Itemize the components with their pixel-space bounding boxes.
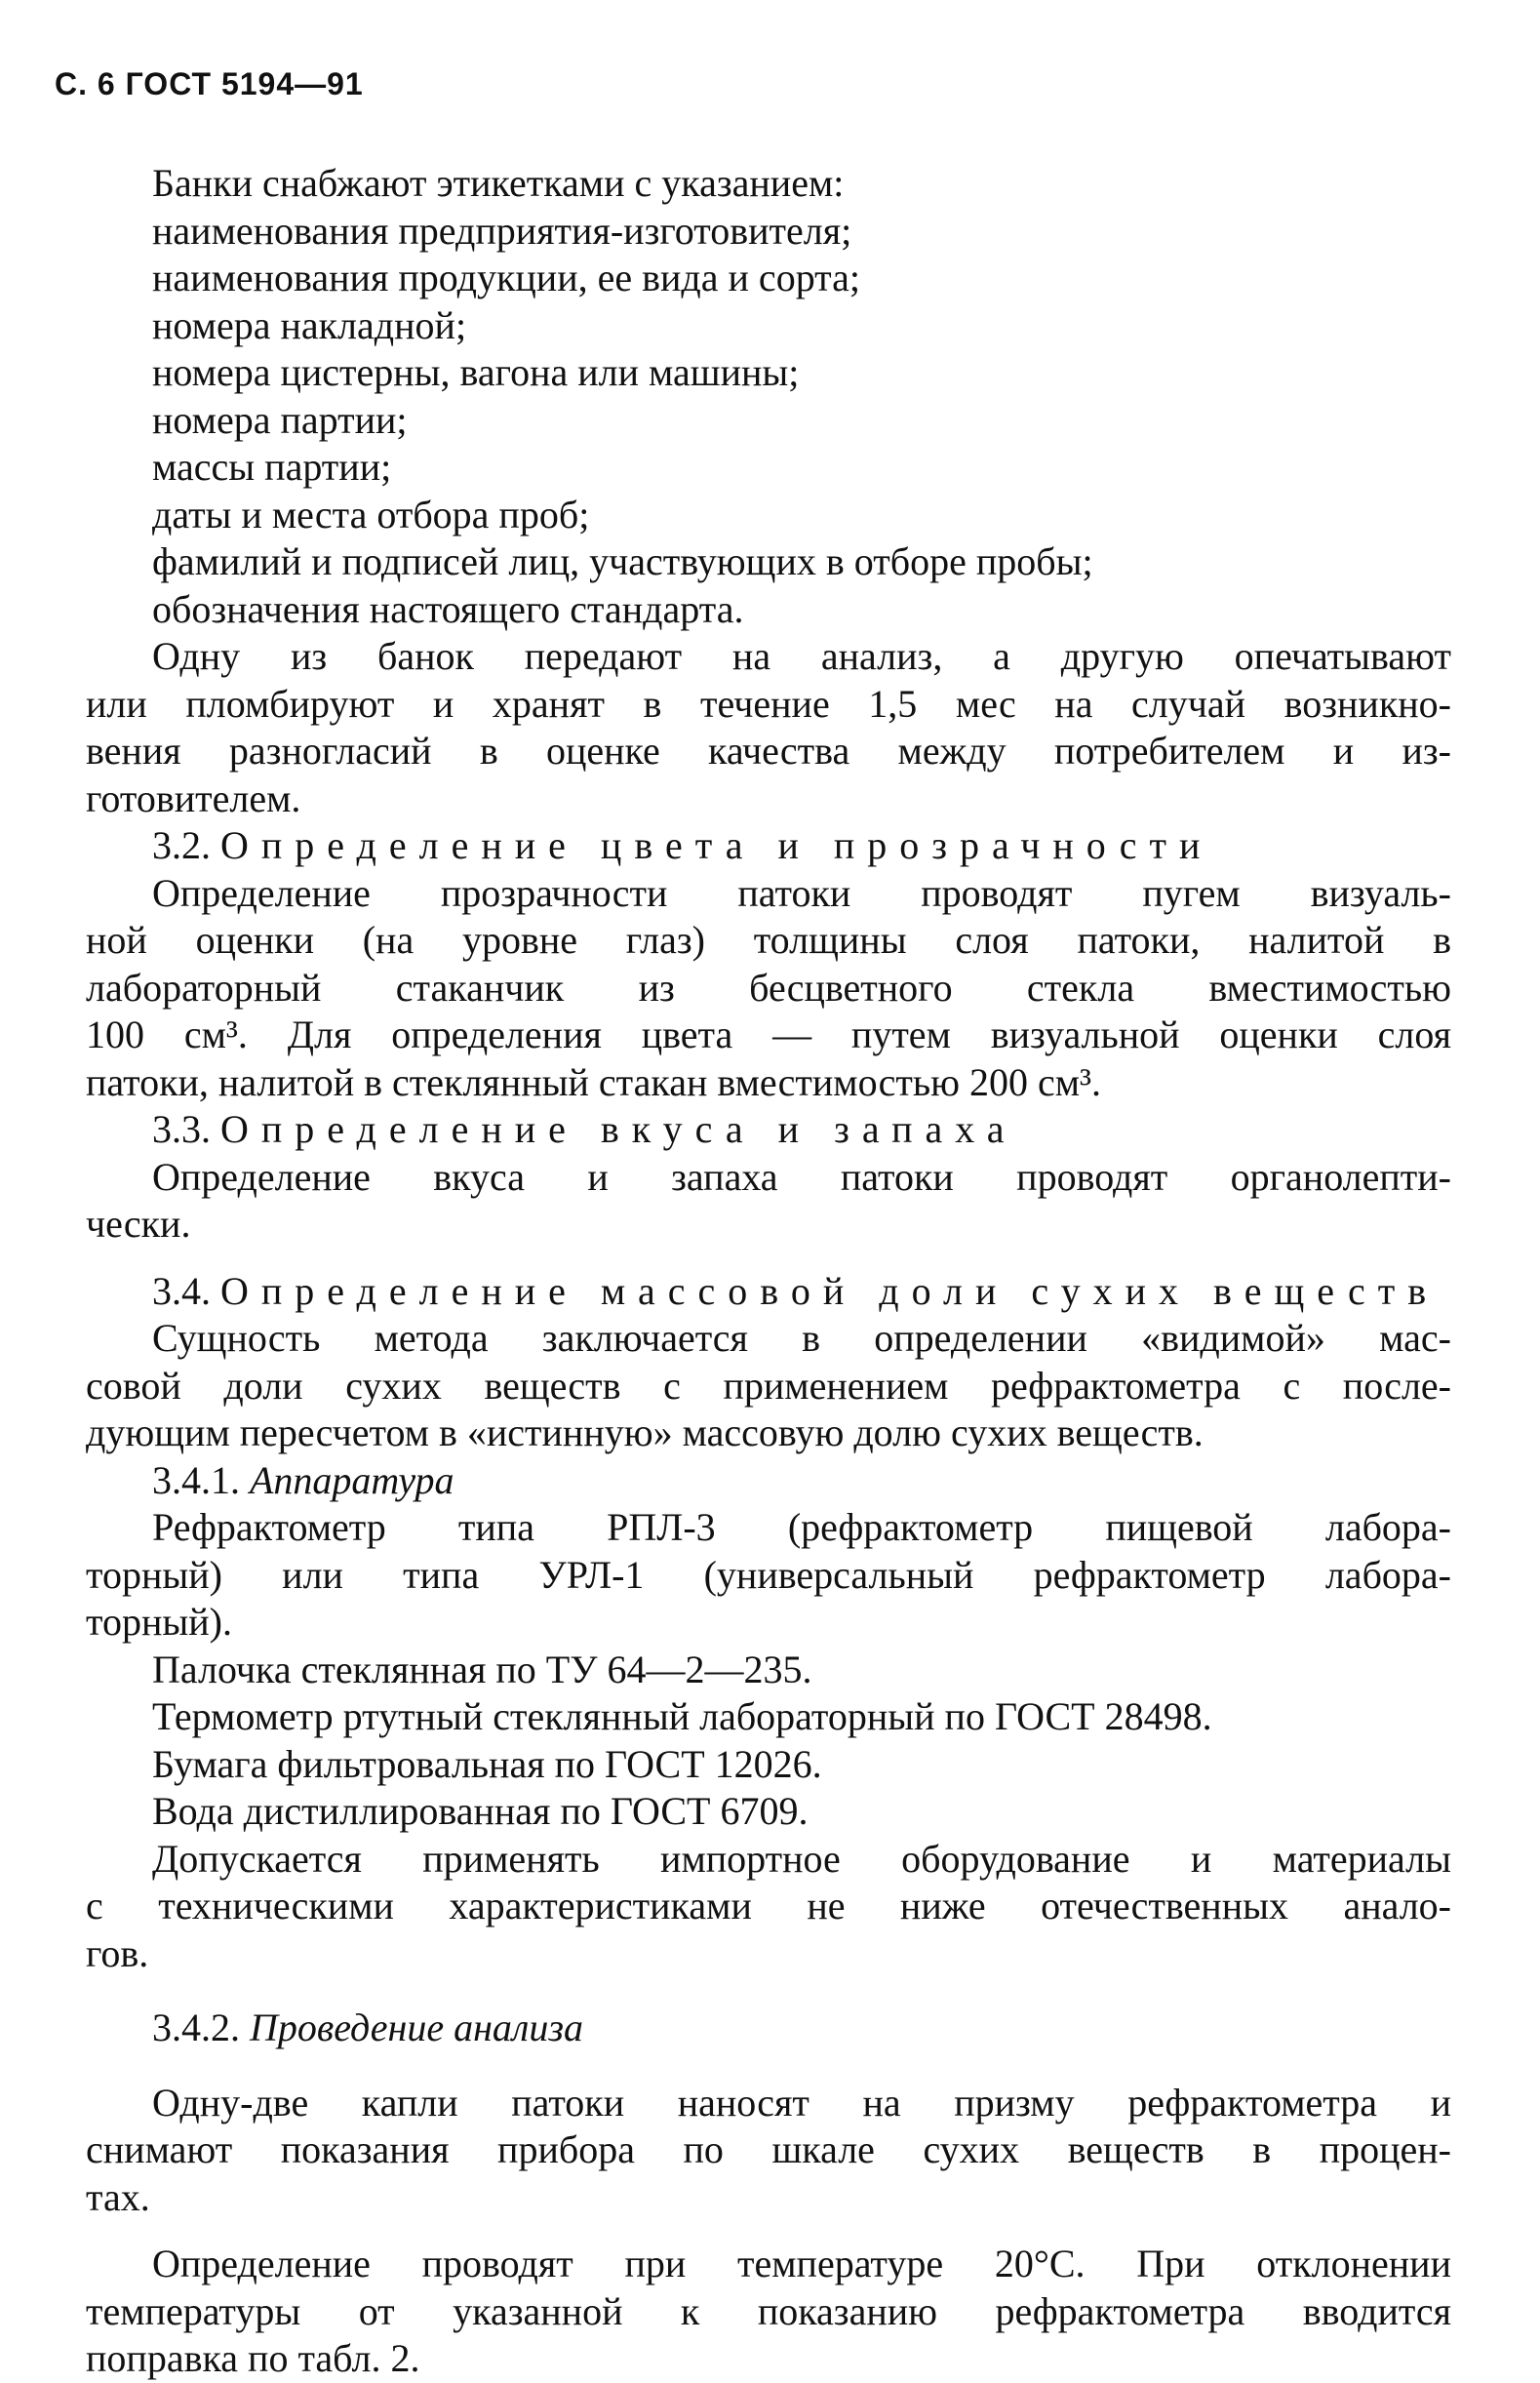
paragraph-line: готовителем. xyxy=(86,775,301,820)
paragraph-line: тах. xyxy=(86,2174,150,2219)
paragraph-line: Определение проводят при температуре 20°С. При отклонении xyxy=(152,2242,1451,2285)
paragraph-line: снимают показания прибора по шкале сухих веществ в процен- xyxy=(86,2127,1451,2171)
section-number: 3.4.1. xyxy=(152,1457,240,1502)
paragraph-line: 100 см³. Для определения цвета — путем визуальной оценки слоя xyxy=(86,1013,1451,1056)
section-title: Определение массовой доли сухих веществ xyxy=(220,1268,1440,1313)
label-item: даты и места отбора проб; xyxy=(152,492,590,536)
paragraph-line: или пломбируют и хранят в течение 1,5 мес на случай возникно- xyxy=(86,681,1451,726)
document-body xyxy=(86,160,1451,2383)
equipment-item: Термометр ртутный стеклянный лабораторный по ГОСТ 28498. xyxy=(152,1694,1212,1738)
paragraph-line: совой доли сухих веществ с применением рефрактометра с после- xyxy=(86,1363,1451,1408)
paragraph-line: Определение вкуса и запаха патоки проводят органолепти- xyxy=(152,1154,1451,1199)
equipment-item: Палочка стеклянная по ТУ 64—2—235. xyxy=(152,1647,812,1691)
section-number: 3.4. xyxy=(152,1268,211,1313)
equipment-item: Бумага фильтровальная по ГОСТ 12026. xyxy=(152,1741,822,1786)
page-header: С. 6 ГОСТ 5194—91 xyxy=(55,66,364,101)
label-item: номера цистерны, вагона или машины; xyxy=(152,350,800,394)
paragraph-line: лабораторный стаканчик из бесцветного стекла вместимостью xyxy=(86,965,1451,1010)
equipment-item: Вода дистиллированная по ГОСТ 6709. xyxy=(152,1789,809,1833)
section-heading-3-4 xyxy=(86,1268,1451,1316)
paragraph-line: Одну-две капли патоки наносят на призму рефрактометра и xyxy=(152,2080,1451,2125)
section-title: Аппаратура xyxy=(250,1457,454,1502)
section-number: 3.2. xyxy=(152,823,211,867)
paragraph-line: торный) или типа УРЛ-1 (универсальный рефрактометр лабора- xyxy=(86,1552,1451,1597)
paragraph-line: чески. xyxy=(86,1202,191,1246)
paragraph-line: Рефрактометр типа РПЛ-3 (рефрактометр пищевой лабора- xyxy=(152,1505,1451,1549)
paragraph-line: торный). xyxy=(86,1600,232,1644)
paragraph-line: дующим пересчетом в «истинную» массовую долю сухих веществ. xyxy=(86,1410,1204,1454)
paragraph-line: поправка по табл. 2. xyxy=(86,2336,420,2380)
label-item: номера партии; xyxy=(152,397,408,442)
section-title: Определение цвета и прозрачности xyxy=(220,823,1213,867)
paragraph-line: гов. xyxy=(86,1930,149,1975)
label-item: номера накладной; xyxy=(152,302,467,347)
section-number: 3.3. xyxy=(152,1107,211,1151)
section-heading-3-2 xyxy=(86,822,1451,870)
paragraph-line: вения разногласий в оценке качества между потребителем и из- xyxy=(86,729,1451,773)
label-item: наименования продукции, ее вида и сорта; xyxy=(152,256,860,299)
paragraph-line: с техническими характеристиками не ниже отечественных анало- xyxy=(86,1884,1451,1927)
section-heading-3-4-1 xyxy=(86,1457,1451,1505)
label-item: наименования предприятия-изготовителя; xyxy=(152,208,852,253)
paragraph-line: патоки, налитой в стеклянный стакан вместимостью 200 см³. xyxy=(86,1059,1102,1104)
paragraph-line: Одну из банок передают на анализ, а другую опечатывают xyxy=(152,634,1451,678)
paragraph-line: Сущность метода заключается в определении «видимой» мас- xyxy=(152,1316,1451,1360)
section-heading-3-4-2 xyxy=(86,2005,1451,2052)
section-title: Определение вкуса и запаха xyxy=(220,1107,1017,1151)
section-heading-3-3 xyxy=(86,1106,1451,1154)
label-item: фамилий и подписей лиц, участвующих в отборе пробы; xyxy=(152,539,1093,583)
paragraph-line: температуры от указанной к показанию рефрактометра вводится xyxy=(86,2288,1451,2333)
section-number: 3.4.2. xyxy=(152,2006,240,2049)
paragraph-line: Определение прозрачности патоки проводят пугем визуаль- xyxy=(152,870,1451,915)
paragraph-line: Допускается применять импортное оборудование и материалы xyxy=(152,1836,1451,1881)
section-title: Проведение анализа xyxy=(250,2006,583,2049)
label-item: обозначения настоящего стандарта. xyxy=(152,586,744,631)
label-item: массы партии; xyxy=(152,445,392,489)
labels-intro: Банки снабжают этикетками с указанием: xyxy=(152,161,845,205)
paragraph-line: ной оценки (на уровне глаз) толщины слоя патоки, налитой в xyxy=(86,918,1451,962)
